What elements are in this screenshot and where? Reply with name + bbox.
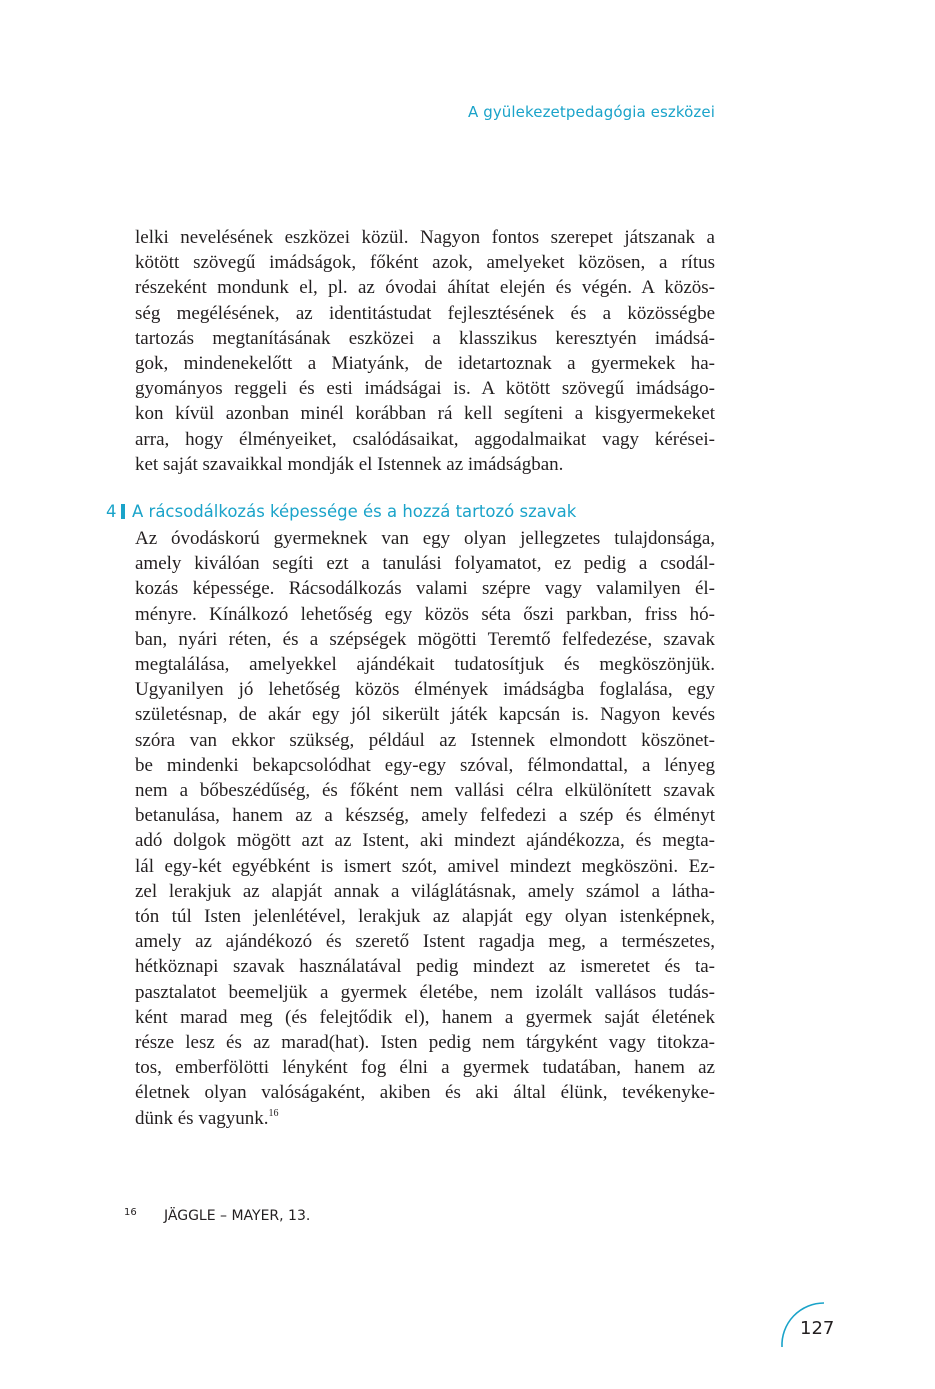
text-line: pasztalatot beemeljük a gyermek életébe, nem izolált vallásos tudás-: [135, 981, 715, 1003]
text-line: gyományos reggeli és esti imádságai is. A kötött szövegű imádságo-: [135, 378, 715, 400]
text-line: amely kiválóan segíti ezt a tanulási folyamatot, ez pedig a csodál-: [135, 553, 715, 575]
text-line: életnek olyan valóságaként, akiben és aki által élünk, tevékenyke-: [135, 1082, 715, 1104]
running-header: A gyülekezetpedagógia eszközei: [467, 103, 715, 121]
text-line: tartozás megtanításának eszközei a klasszikus keresztyén imádsá-: [135, 327, 715, 349]
text-line: ményre. Kínálkozó lehetőség egy közös séta őszi parkban, friss hó-: [135, 603, 715, 625]
text-line: kozás képessége. Rácsodálkozás valami szépre vagy valamilyen él-: [135, 578, 715, 600]
text-line: ség megélésének, az identitástudat fejlesztésének és a közösségbe: [135, 302, 715, 324]
text-line: betanulása, hanem az a készség, amely felfedezi a szép és élményt: [135, 805, 715, 827]
text-line: adó dolgok mögött azt az Istent, aki mindezt ajándékozza, és megta-: [135, 830, 715, 852]
text-line: ként marad meg (és felejtődik el), hanem a gyermek saját életének: [135, 1006, 715, 1028]
section-number: 4: [106, 502, 117, 521]
section-heading: [106, 502, 576, 521]
text-line: nem a bőbeszédűség, és főként nem vallási célra elkülönített szavak: [135, 780, 715, 802]
text-line: része lesz és az marad(hat). Isten pedig nem tárgyként vagy titokza-: [135, 1032, 715, 1054]
text-line-content: dünk és vagyunk.: [135, 1107, 269, 1129]
text-line: amely az ajándékozó és szerető Istent ragadja meg, a természetes,: [135, 931, 715, 953]
footnote-number: 16: [124, 1207, 137, 1218]
footnote-text: JÄGGLE – MAYER, 13.: [164, 1208, 311, 1224]
text-line: tón túl Isten jelenlétével, lerakjuk az alapját egy olyan istenképnek,: [135, 906, 715, 928]
text-line: lelki nevelésének eszközei közül. Nagyon fontos szerepet játszanak a: [135, 227, 715, 248]
text-line: be mindenki bekapcsolódhat egy-egy szóval, félmondattal, a lényeg: [135, 754, 715, 776]
footnote-reference[interactable]: 16: [268, 1107, 279, 1119]
section-marker-bar: [121, 504, 125, 519]
text-line: születésnap, de akár egy jól sikerült játék kapcsán is. Nagyon kevés: [135, 704, 715, 726]
text-line: részeként mondunk el, pl. az óvodai áhítat elején és végén. A közös-: [135, 277, 715, 299]
footnote: [124, 1207, 310, 1224]
text-line: hétköznapi szavak használatával pedig mindezt az ismeretet és ta-: [135, 956, 715, 978]
text-line: megtalálása, amelyekkel ajándékait tudatosítjuk és megköszönjük.: [135, 654, 715, 676]
text-line: ket saját szavaikkal mondják el Istennek az imádságban.: [135, 453, 564, 475]
text-line: zel lerakjuk az alapját annak a világlátásnak, amely számol a látha-: [135, 880, 715, 902]
text-line: ban, nyári réten, és a szépségek mögötti Teremtő felfedezése, szavak: [135, 628, 715, 650]
text-line: [135, 1106, 715, 1131]
paragraph-2: [135, 526, 715, 1131]
page-number: 127: [800, 1318, 835, 1339]
text-line: szóra van ekkor szükség, például az Istennek elmondott köszönet-: [135, 729, 715, 751]
text-line: Ugyanilyen jó lehetőség közös élmények imádságba foglalása, egy: [135, 679, 715, 701]
text-line: gok, mindenekelőtt a Miatyánk, de idetartoznak a gyermekek ha-: [135, 353, 715, 375]
text-line: arra, hogy élményeiket, csalódásaikat, aggodalmaikat vagy kérései-: [135, 428, 715, 450]
text-line: tos, emberfölötti lényként fog élni a gyermek tudatában, hanem az: [135, 1057, 715, 1079]
text-line: kon kívül azonban minél korábban rá kell segíteni a kisgyermekeket: [135, 403, 715, 425]
text-line: lál egy-két egyébként is ismert szót, amivel mindezt megköszöni. Ez-: [135, 855, 715, 877]
text-line: Az óvodáskorú gyermeknek van egy olyan jellegzetes tulajdonsága,: [135, 528, 715, 549]
paragraph-1: [135, 225, 715, 477]
text-line: kötött szövegű imádságok, főként azok, amelyeket közösen, a rítus: [135, 252, 715, 274]
section-title: A rácsodálkozás képessége és a hozzá tartozó szavak: [132, 502, 577, 521]
